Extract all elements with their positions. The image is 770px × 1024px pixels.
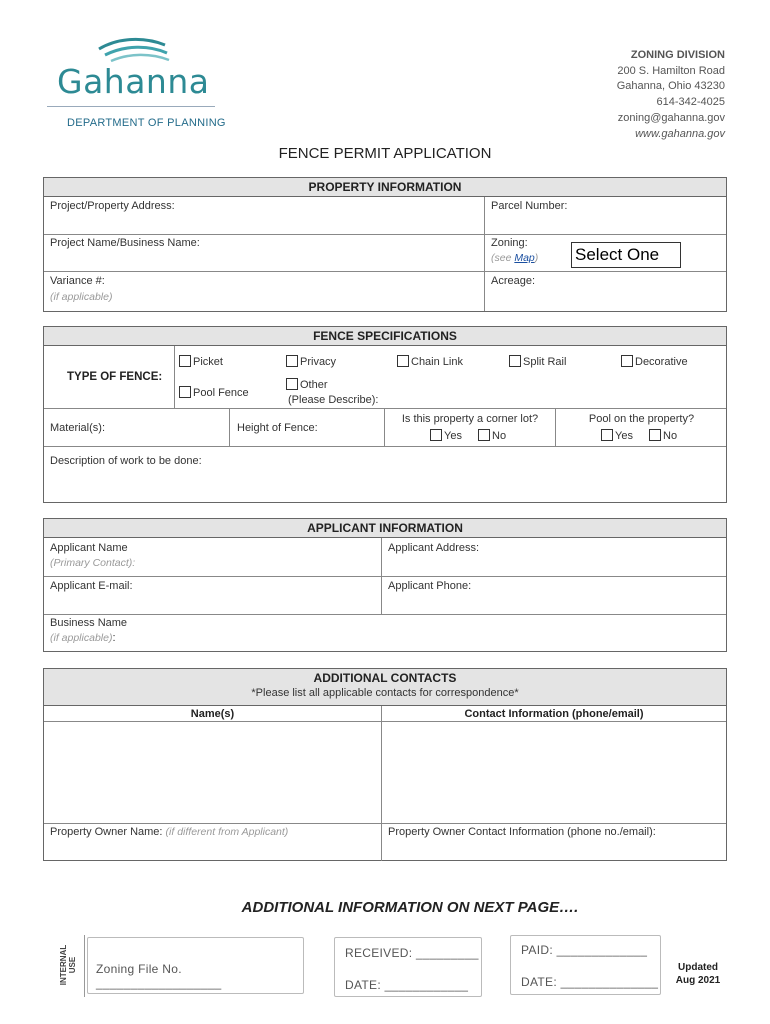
materials-field[interactable]: Material(s):: [50, 422, 106, 434]
internal-use-label: INTERNAL USE: [59, 944, 77, 986]
property-owner-contact-field[interactable]: Property Owner Contact Information (phone no./email):: [388, 826, 656, 838]
page-title: FENCE PERMIT APPLICATION: [278, 145, 492, 162]
paid-date-field[interactable]: DATE: ______________: [521, 975, 659, 989]
pool-no[interactable]: No: [649, 429, 677, 442]
department-name: DEPARTMENT OF PLANNING: [67, 117, 226, 129]
applicant-name-hint: (Primary Contact):: [50, 557, 136, 569]
checkbox-chain-link[interactable]: Chain Link: [397, 355, 463, 368]
zoning-file-box: [87, 937, 304, 994]
fence-heading: FENCE SPECIFICATIONS: [44, 327, 726, 346]
division-name: ZONING DIVISION: [630, 49, 725, 61]
address-line-2: Gahanna, Ohio 43230: [616, 80, 725, 93]
checkbox-picket[interactable]: Picket: [179, 355, 223, 368]
col-contact-header: Contact Information (phone/email): [464, 708, 644, 720]
checkbox-privacy[interactable]: Privacy: [286, 355, 336, 368]
zoning-label: Zoning:: [491, 237, 528, 249]
fence-height-field[interactable]: Height of Fence:: [237, 422, 318, 434]
checkbox-icon[interactable]: [478, 429, 490, 441]
fence-section: [43, 326, 727, 503]
website[interactable]: www.gahanna.gov: [635, 127, 725, 140]
applicant-address-field[interactable]: Applicant Address:: [388, 542, 480, 554]
acreage-field[interactable]: Acreage:: [491, 275, 536, 287]
property-heading: PROPERTY INFORMATION: [44, 178, 726, 197]
variance-field[interactable]: Variance #:: [50, 275, 105, 287]
received-field[interactable]: RECEIVED: _________: [345, 946, 479, 960]
contacts-section: [43, 668, 727, 861]
corner-lot-question: Is this property a corner lot?: [401, 413, 539, 425]
paid-field[interactable]: PAID: _____________: [521, 943, 648, 957]
zoning-map-link[interactable]: Map: [514, 252, 535, 264]
contacts-subheading: *Please list all applicable contacts for correspondence*: [251, 687, 519, 699]
received-date-field[interactable]: DATE: ____________: [345, 978, 469, 992]
checkbox-icon[interactable]: [286, 355, 298, 367]
pool-yes[interactable]: Yes: [601, 429, 633, 442]
property-section: [43, 177, 727, 312]
checkbox-icon[interactable]: [649, 429, 661, 441]
checkbox-other[interactable]: Other: [286, 378, 328, 391]
col-names-header: Name(s): [190, 708, 235, 720]
contacts-heading: ADDITIONAL CONTACTS: [313, 671, 457, 685]
phone-number: 614-342-4025: [656, 96, 725, 109]
contacts-header: [44, 669, 726, 706]
updated-note: Updated Aug 2021: [675, 962, 721, 986]
checkbox-decorative[interactable]: Decorative: [621, 355, 688, 368]
received-box: [334, 937, 482, 997]
applicant-section: [43, 518, 727, 652]
property-owner-name-field[interactable]: Property Owner Name: (if different from Applicant): [50, 826, 289, 838]
paid-box: [510, 935, 661, 995]
logo-divider: [47, 106, 215, 107]
project-name-field[interactable]: Project Name/Business Name:: [50, 237, 200, 249]
address-line-1: 200 S. Hamilton Road: [617, 64, 725, 77]
business-name-field[interactable]: Business Name: [50, 617, 128, 629]
corner-lot-yes[interactable]: Yes: [430, 429, 462, 442]
pool-question: Pool on the property?: [588, 413, 695, 425]
checkbox-icon[interactable]: [509, 355, 521, 367]
zoning-file-field[interactable]: Zoning File No. __________________: [96, 962, 222, 990]
applicant-phone-field[interactable]: Applicant Phone:: [388, 580, 472, 592]
checkbox-icon[interactable]: [601, 429, 613, 441]
checkbox-icon[interactable]: [179, 386, 191, 398]
parcel-number-field[interactable]: Parcel Number:: [491, 200, 568, 212]
checkbox-pool-fence[interactable]: Pool Fence: [179, 386, 249, 399]
checkbox-icon[interactable]: [286, 378, 298, 390]
email-address[interactable]: zoning@gahanna.gov: [617, 111, 725, 124]
logo-wordmark: Gahanna: [57, 62, 210, 101]
work-description-field[interactable]: Description of work to be done:: [50, 455, 202, 467]
other-describe-hint: (Please Describe):: [288, 394, 379, 406]
variance-hint: (if applicable): [50, 291, 113, 303]
checkbox-icon[interactable]: [621, 355, 633, 367]
business-name-hint: (if applicable):: [50, 632, 116, 644]
contact-block: [617, 48, 725, 142]
zoning-select[interactable]: Select One: [571, 242, 681, 268]
applicant-heading: APPLICANT INFORMATION: [44, 519, 726, 538]
applicant-name-field[interactable]: Applicant Name: [50, 542, 128, 554]
checkbox-icon[interactable]: [397, 355, 409, 367]
checkbox-split-rail[interactable]: Split Rail: [509, 355, 566, 368]
internal-divider: [84, 935, 85, 997]
fence-type-label: TYPE OF FENCE:: [67, 371, 163, 383]
next-page-notice: ADDITIONAL INFORMATION ON NEXT PAGE….: [241, 899, 579, 916]
property-address-field[interactable]: Project/Property Address:: [50, 200, 175, 212]
applicant-email-field[interactable]: Applicant E-mail:: [50, 580, 133, 592]
checkbox-icon[interactable]: [179, 355, 191, 367]
zoning-map-hint: (see Map): [491, 252, 539, 264]
checkbox-icon[interactable]: [430, 429, 442, 441]
corner-lot-no[interactable]: No: [478, 429, 506, 442]
